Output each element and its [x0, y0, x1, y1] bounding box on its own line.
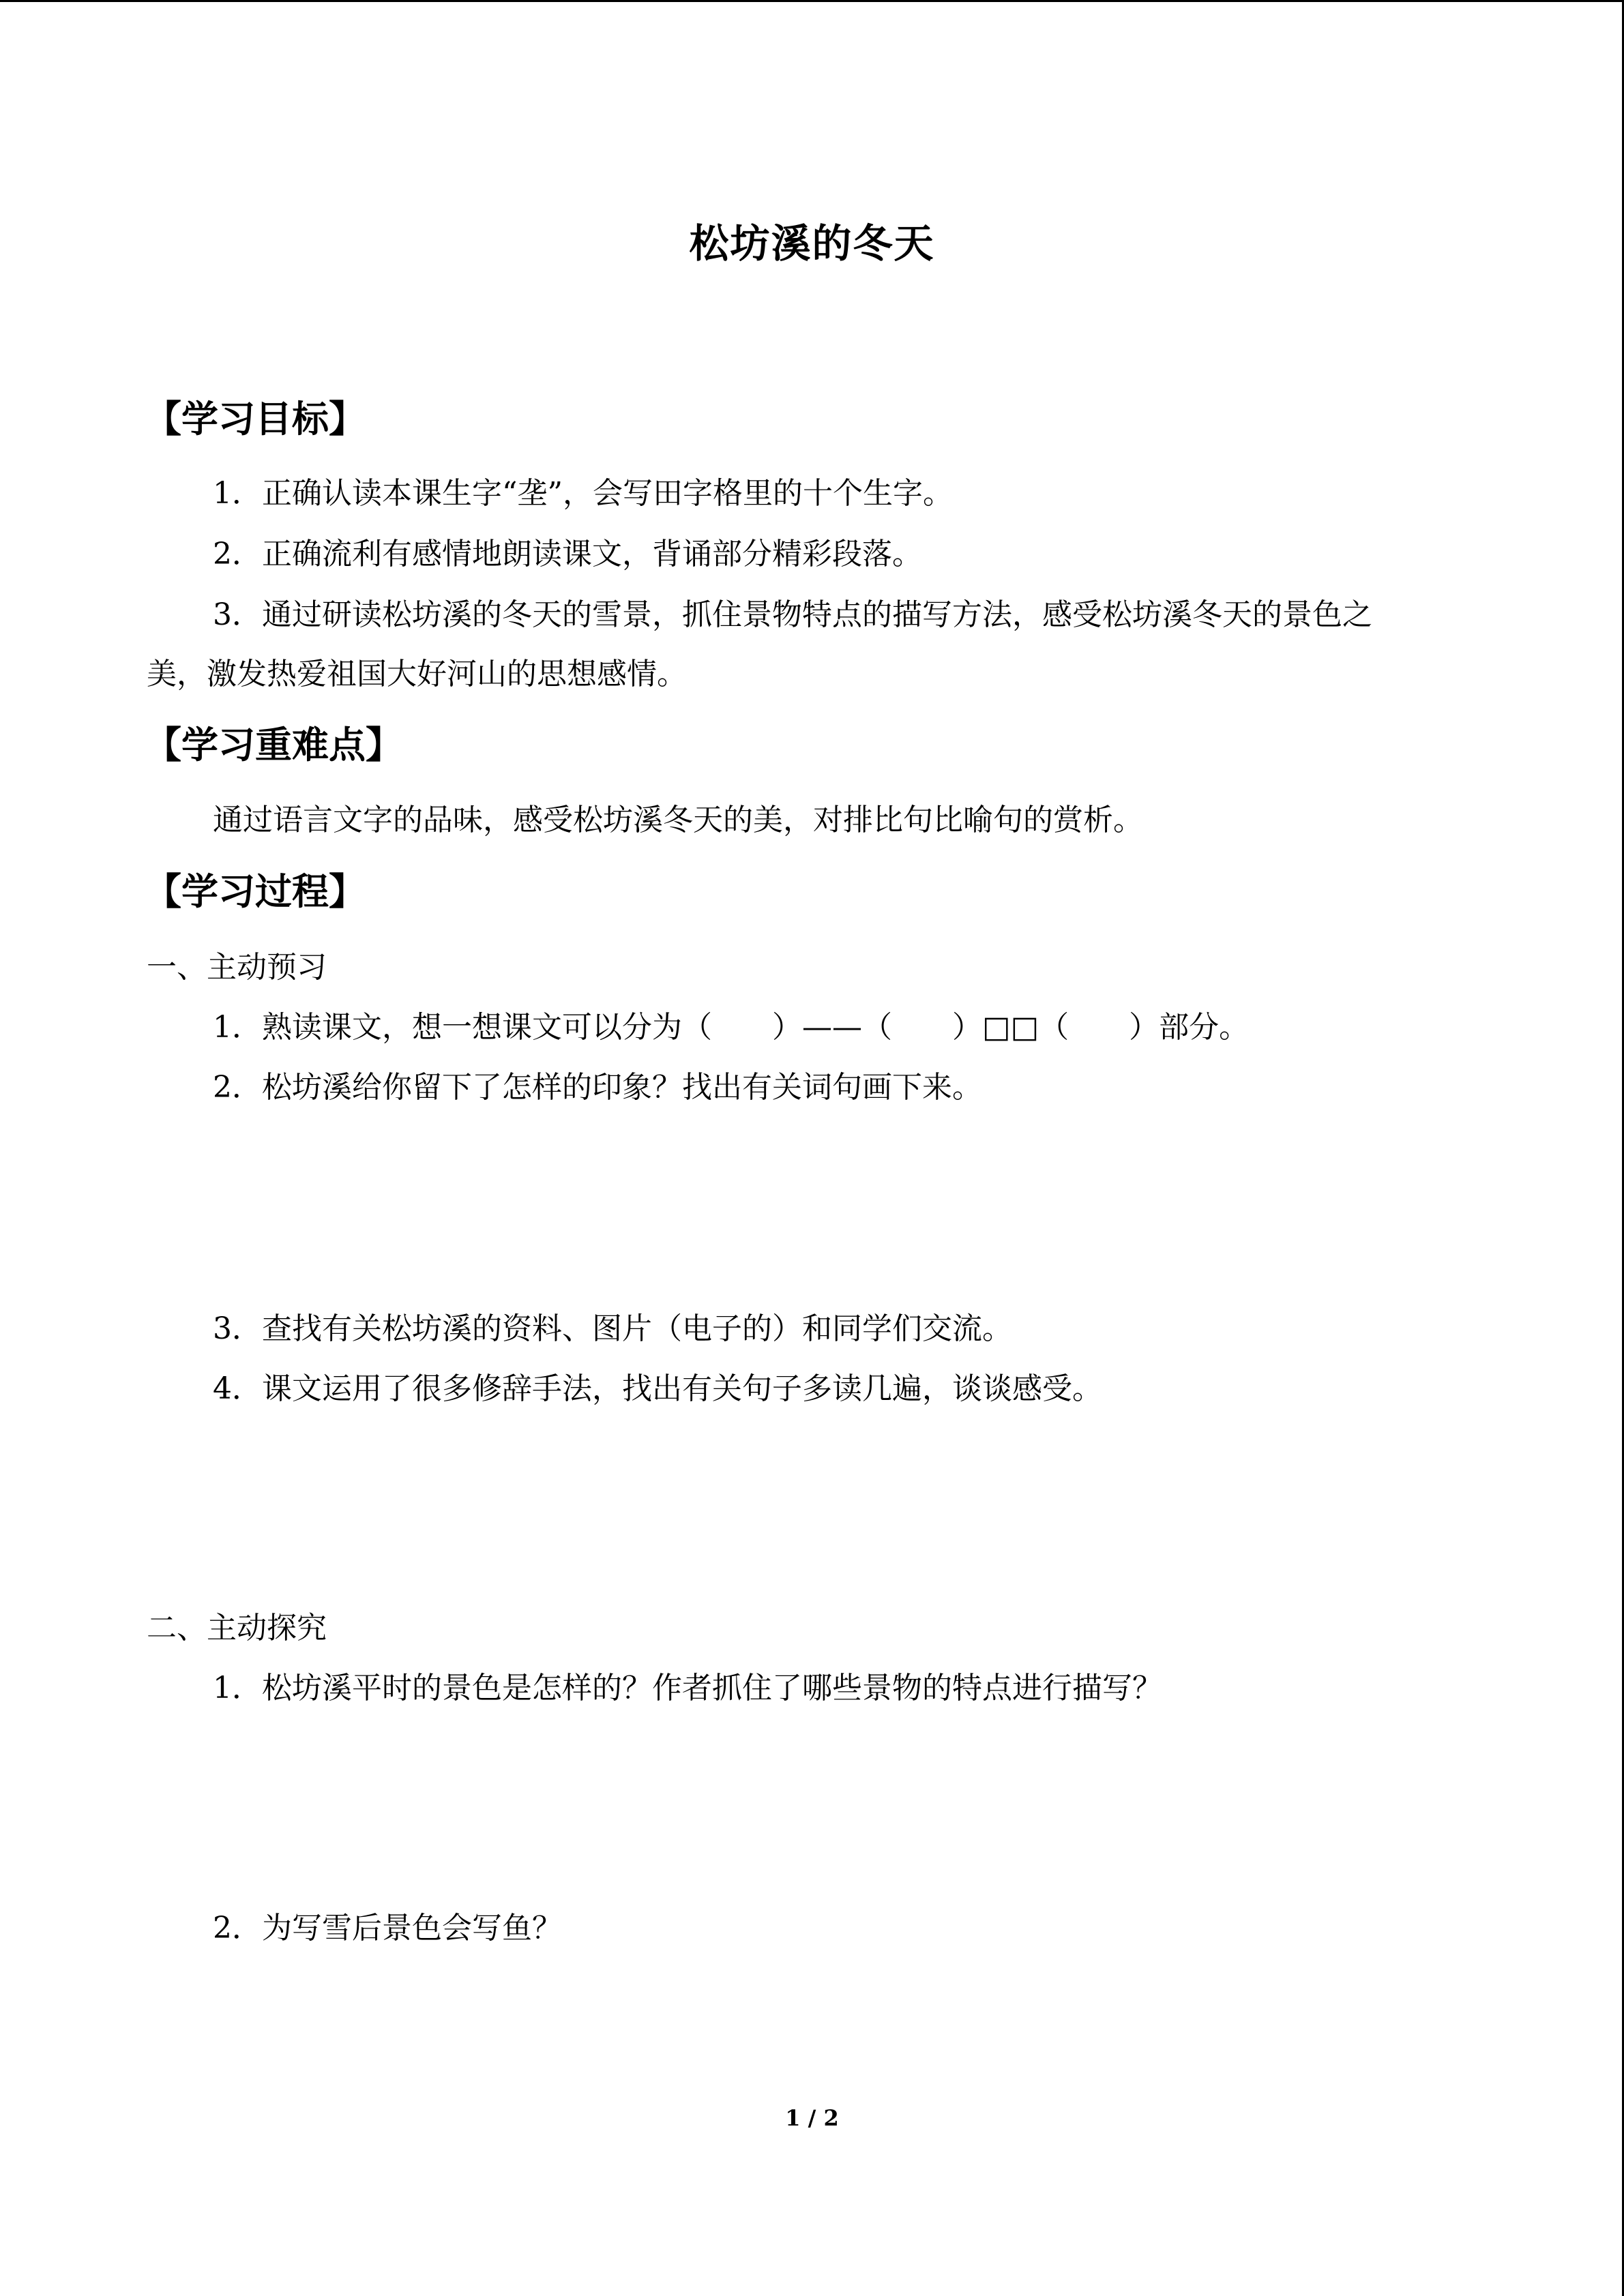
- part2-title: 二、主动探究: [147, 1611, 327, 1645]
- part1-item-1: 1．熟读课文，想一想课文可以分为（ ）——（ ）□□（ ）部分。: [213, 1010, 1250, 1045]
- page-border-top: [0, 0, 1624, 2]
- goal-item-2: 2．正确流利有感情地朗读课文，背诵部分精彩段落。: [213, 537, 922, 571]
- part2-item-1: 1．松坊溪平时的景色是怎样的？作者抓住了哪些景物的特点进行描写？: [213, 1671, 1162, 1705]
- page-title: 松坊溪的冬天: [689, 220, 935, 267]
- part1-item-3: 3．查找有关松坊溪的资料、图片（电子的）和同学们交流。: [213, 1311, 1012, 1346]
- part2-item-2: 2．为写雪后景色会写鱼？: [213, 1911, 562, 1945]
- heading-learning-goals: 【学习目标】: [145, 398, 366, 441]
- heading-key-points: 【学习重难点】: [145, 724, 402, 766]
- part1-item-4: 4．课文运用了很多修辞手法，找出有关句子多读几遍，谈谈感受。: [213, 1371, 1102, 1406]
- goal-item-3: 3．通过研读松坊溪的冬天的雪景，抓住景物特点的描写方法，感受松坊溪冬天的景色之: [213, 597, 1372, 632]
- heading-learning-process: 【学习过程】: [145, 870, 366, 913]
- goal-item-3-continued: 美，激发热爱祖国大好河山的思想感情。: [147, 657, 687, 691]
- part1-item-2: 2．松坊溪给你留下了怎样的印象？找出有关词句画下来。: [213, 1070, 982, 1105]
- key-points-text: 通过语言文字的品味，感受松坊溪冬天的美，对排比句比喻句的赏析。: [213, 803, 1143, 837]
- page-number: 1 / 2: [785, 2105, 839, 2131]
- part1-title: 一、主动预习: [147, 950, 327, 985]
- goal-item-1: 1．正确认读本课生字“垄”，会写田字格里的十个生字。: [213, 476, 953, 511]
